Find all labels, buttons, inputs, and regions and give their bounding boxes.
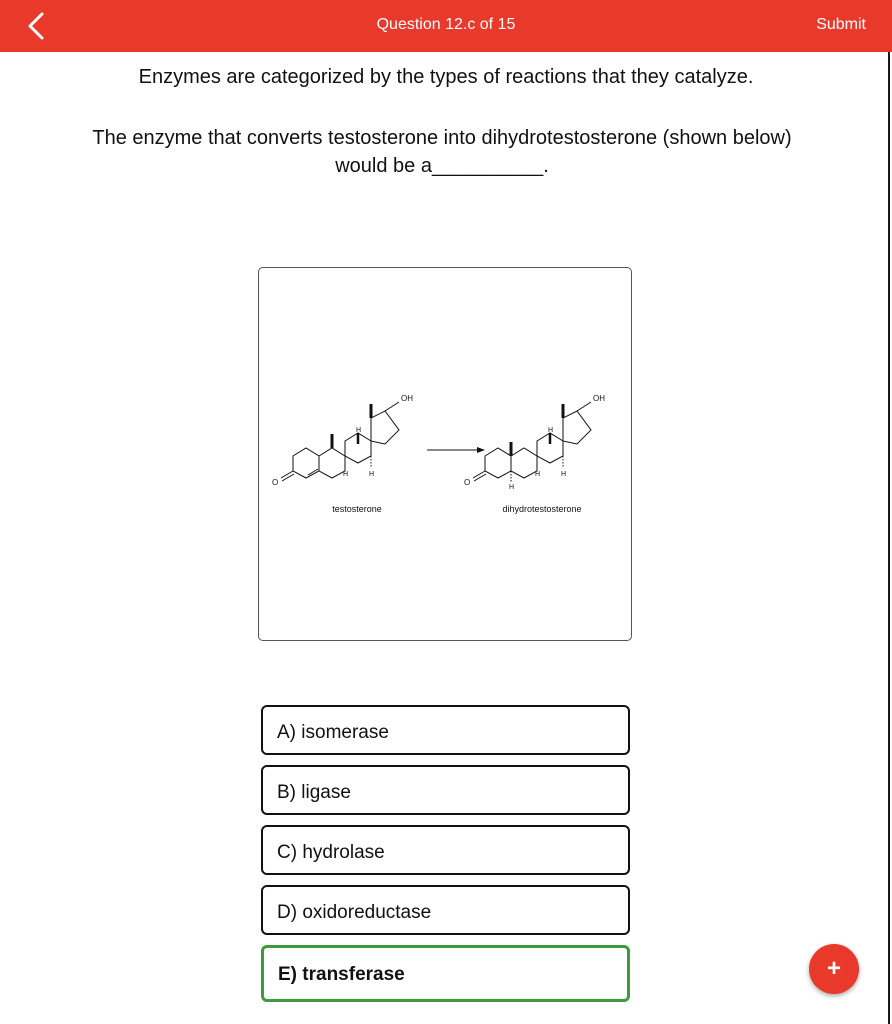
answer-option-label: E) transferase — [278, 964, 405, 985]
reaction-diagram — [259, 268, 631, 640]
reactant-h-label-1: H — [343, 471, 349, 478]
reactant-oh-label: OH — [401, 394, 413, 403]
intro-text: Enzymes are categorized by the types of reactions that they catalyze. — [138, 66, 754, 88]
product-h-label-1: H — [509, 484, 515, 491]
answer-option-label: D) oxidoreductase — [277, 902, 432, 923]
question-text — [60, 124, 824, 180]
answer-option-d[interactable] — [261, 885, 630, 935]
product-label: dihydrotestosterone — [502, 504, 582, 514]
product-o-label: O — [464, 478, 471, 487]
reactant-label: testosterone — [332, 504, 382, 514]
right-edge-divider — [888, 52, 890, 1024]
answer-option-a[interactable] — [261, 705, 630, 755]
testosterone-structure — [281, 402, 399, 481]
reactant-h-label-3: H — [356, 427, 362, 434]
top-bar — [0, 0, 892, 52]
answer-option-e[interactable] — [261, 945, 630, 1002]
question-counter: Question 12.c of 15 — [376, 16, 516, 33]
dihydrotestosterone-structure — [473, 402, 591, 482]
question-line-1: The enzyme that converts testosterone into dihydrotestosterone (shown below) — [92, 127, 792, 149]
product-h-label-4: H — [548, 427, 554, 434]
answer-option-label: A) isomerase — [277, 722, 389, 743]
answer-option-label: C) hydrolase — [277, 842, 385, 863]
answer-option-b[interactable] — [261, 765, 630, 815]
reaction-figure — [258, 267, 632, 641]
product-h-label-3: H — [561, 471, 567, 478]
reaction-arrow — [427, 447, 485, 453]
reactant-h-label-2: H — [369, 471, 375, 478]
submit-button[interactable]: Submit — [816, 16, 866, 33]
product-h-label-2: H — [535, 471, 541, 478]
answer-option-label: B) ligase — [277, 782, 351, 803]
answer-option-c[interactable] — [261, 825, 630, 875]
answer-list — [261, 705, 630, 1012]
reactant-o-label: O — [272, 478, 279, 487]
question-line-2: would be a__________. — [335, 155, 549, 177]
product-oh-label: OH — [593, 394, 605, 403]
add-button[interactable]: + — [809, 944, 859, 994]
